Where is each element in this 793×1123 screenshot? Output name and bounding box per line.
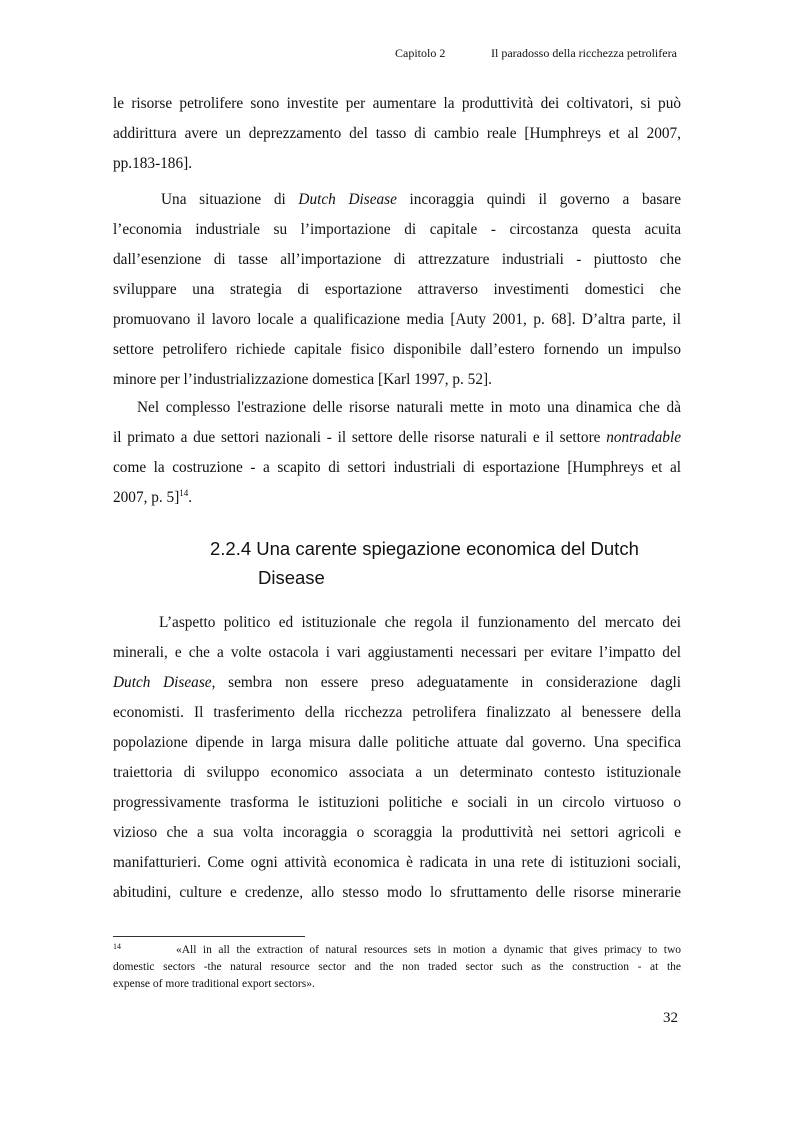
footnote-line: domestic sectors -the natural resource sector and the non traded sector such as the construction - at the bbox=[113, 961, 681, 973]
text-line: pp.183-186]. bbox=[113, 155, 193, 172]
text-line: il primato a due settori nazionali - il settore delle risorse naturali e il settore nontradable bbox=[113, 429, 681, 446]
paragraph-2 bbox=[113, 185, 681, 395]
italic-term: Dutch Disease bbox=[298, 191, 397, 208]
paragraph-4 bbox=[113, 608, 681, 908]
text-line: addirittura avere un deprezzamento del tasso di cambio reale [Humphreys et al 2007, bbox=[113, 125, 681, 142]
text-line: come la costruzione - a scapito di settori industriali di esportazione [Humphreys et al bbox=[113, 459, 681, 476]
text-line: dall’esenzione di tasse all’importazione di attrezzature industriali - piuttosto che bbox=[113, 251, 681, 268]
footnote-ref[interactable]: 14 bbox=[179, 487, 189, 498]
text-line: popolazione dipende in larga misura dalle politiche attuate dal governo. Una specifica bbox=[113, 734, 681, 751]
paragraph-3 bbox=[113, 393, 681, 513]
text-line: traiettoria di sviluppo economico associata a un determinato contesto istituzionale bbox=[113, 764, 681, 781]
text-line: minore per l’industrializzazione domestica [Karl 1997, p. 52]. bbox=[113, 371, 492, 388]
text-line: progressivamente trasforma le istituzioni politiche e sociali in un circolo virtuoso o bbox=[113, 794, 681, 811]
text-line: Dutch Disease, sembra non essere preso adeguatamente in considerazione dagli bbox=[113, 674, 681, 691]
page-number: 32 bbox=[663, 1010, 678, 1026]
section-heading bbox=[210, 534, 639, 592]
text-line: l’economia industriale su l’importazione di capitale - circostanza questa acuita bbox=[113, 221, 681, 238]
text-line: settore petrolifero richiede capitale fisico disponibile dall’estero fornendo un impulso bbox=[113, 341, 681, 358]
text-line: vizioso che a sua volta incoraggia o scoraggia la produttività nei settori agricoli e bbox=[113, 824, 681, 841]
text-line: 2007, p. 5]$^{14}$. bbox=[113, 487, 193, 506]
footnote-number: 14 bbox=[113, 942, 121, 951]
text-line: manifatturieri. Come ogni attività economica è radicata in una rete di istituzioni sociali, bbox=[113, 854, 681, 871]
running-header bbox=[395, 46, 677, 61]
footnote bbox=[113, 942, 681, 993]
footnote-line: expense of more traditional export sectors». bbox=[113, 978, 315, 990]
paragraph-1 bbox=[113, 89, 681, 179]
text-line: economisti. Il trasferimento della ricchezza petrolifera finalizzato al benessere della bbox=[113, 704, 681, 721]
text-line: minerali, e che a volte ostacola i vari aggiustamenti necessari per evitare l’impatto del bbox=[113, 644, 681, 661]
text-line: promuovano il lavoro locale a qualificazione media [Auty 2001, p. 68]. D’altra parte, il bbox=[113, 311, 681, 328]
header-chapter: Capitolo 2 bbox=[395, 46, 446, 60]
text-line: abitudini, culture e credenze, allo stesso modo lo sfruttamento delle risorse minerarie bbox=[113, 884, 681, 901]
footnote-line: «All in all the extraction of natural resources sets in motion a dynamic that gives primacy to two bbox=[176, 944, 681, 956]
heading-line-2: Disease bbox=[258, 567, 325, 588]
heading-line-1: 2.2.4 Una carente spiegazione economica del Dutch bbox=[210, 538, 639, 559]
text-line: Nel complesso l'estrazione delle risorse naturali mette in moto una dinamica che dà bbox=[137, 399, 681, 416]
italic-term: Dutch Disease bbox=[113, 674, 212, 691]
text-line: Una situazione di Dutch Disease incoraggia quindi il governo a basare bbox=[161, 191, 682, 208]
text-line: sviluppare una strategia di esportazione attraverso investimenti domestici che bbox=[113, 281, 681, 298]
footnote-divider bbox=[113, 936, 305, 937]
header-title: Il paradosso della ricchezza petrolifera bbox=[491, 46, 677, 60]
text-line: L’aspetto politico ed istituzionale che regola il funzionamento del mercato dei bbox=[159, 614, 681, 631]
text-line: le risorse petrolifere sono investite per aumentare la produttività dei coltivatori, si può bbox=[113, 95, 681, 112]
italic-term: nontradable bbox=[606, 429, 681, 446]
